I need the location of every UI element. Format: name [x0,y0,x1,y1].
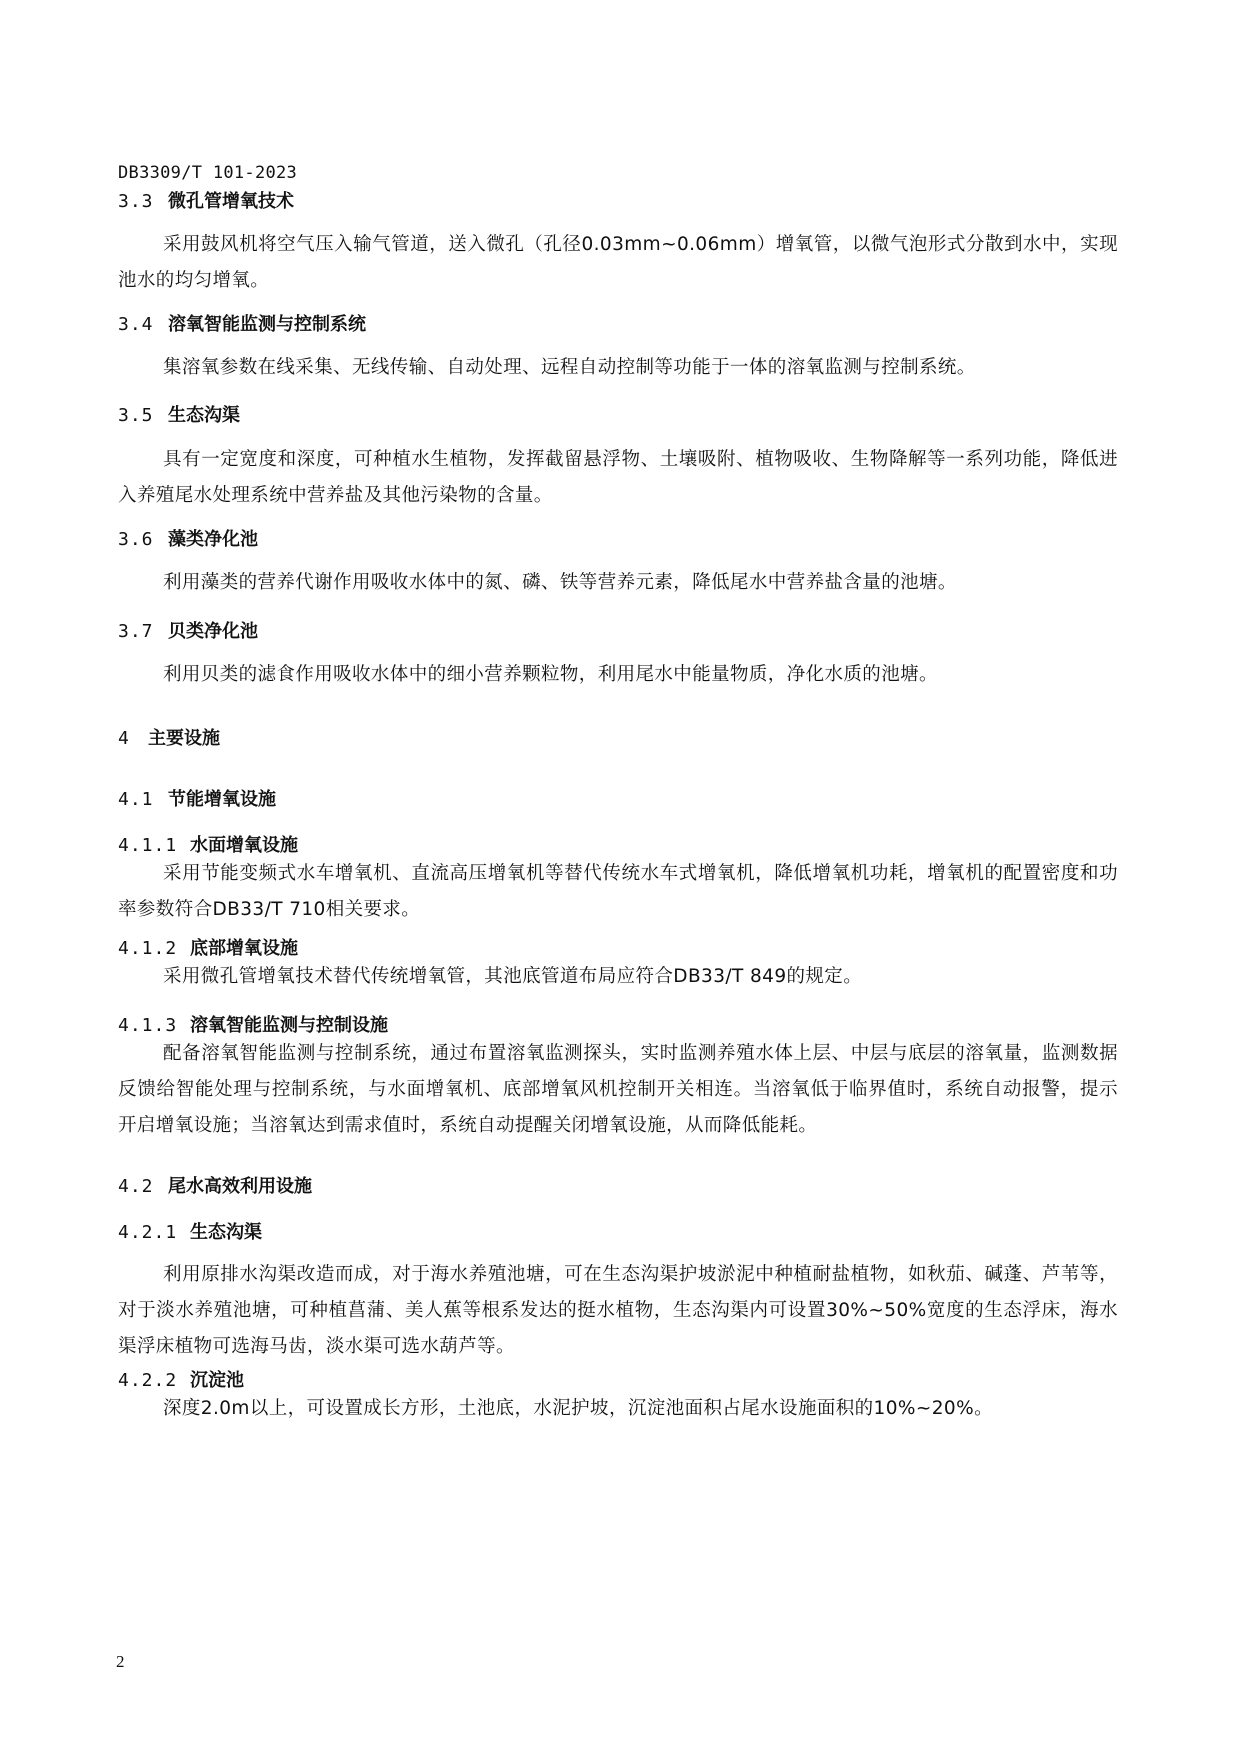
section-title: 溶氧智能监测与控制系统 [168,314,366,335]
paragraph-4-1-1: 采用节能变频式水车增氧机、直流高压增氧机等替代传统水车式增氧机，降低增氧机功耗，增氧机的配置密度和功率参数符合DB33/T 710相关要求。 [118,863,1118,920]
paragraph-3-4: 集溶氧参数在线采集、无线传输、自动处理、远程自动控制等功能于一体的溶氧监测与控制系统。 [163,357,976,378]
section-number: 4.1.2 [118,938,178,959]
section-title: 节能增氧设施 [168,789,276,810]
section-title: 沉淀池 [190,1370,244,1391]
section-number: 4 [118,728,130,749]
section-number: 3.6 [118,529,154,550]
section-title: 溶氧智能监测与控制设施 [190,1015,388,1036]
section-number: 4.2.1 [118,1222,178,1243]
section-title: 藻类净化池 [168,529,258,550]
section-number: 3.3 [118,191,154,212]
paragraph-3-6: 利用藻类的营养代谢作用吸收水体中的氮、磷、铁等营养元素，降低尾水中营养盐含量的池塘。 [163,572,957,593]
section-title: 主要设施 [148,728,220,749]
section-title: 尾水高效利用设施 [168,1176,312,1197]
paragraph-4-2-2: 深度2.0m以上，可设置成长方形，土池底，水泥护坡，沉淀池面积占尾水设施面积的10%~20%。 [163,1398,993,1419]
section-heading-4-2-1 [118,1219,1118,1247]
section-heading-4-1 [118,786,1118,814]
section-heading-3-6 [118,526,1118,554]
page-number: 2 [116,1652,125,1671]
section-title: 贝类净化池 [168,621,258,642]
section-number: 4.2.2 [118,1370,178,1391]
section-number: 4.2 [118,1176,154,1197]
section-heading-3-4 [118,311,1118,339]
paragraph-3-3: 采用鼓风机将空气压入输气管道，送入微孔（孔径0.03mm~0.06mm）增氧管，以微气泡形式分散到水中，实现池水的均匀增氧。 [118,234,1118,291]
section-heading-3-5 [118,402,1118,430]
section-number: 3.5 [118,405,154,426]
section-heading-3-7 [118,618,1118,646]
section-number: 4.1.1 [118,835,178,856]
section-number: 3.7 [118,621,154,642]
section-title: 生态沟渠 [190,1222,262,1243]
section-title: 生态沟渠 [168,405,240,426]
section-heading-4 [118,725,1118,753]
section-number: 4.1 [118,789,154,810]
section-title: 水面增氧设施 [190,835,298,856]
section-number: 3.4 [118,314,154,335]
document-code: DB3309/T 101-2023 [118,163,298,183]
section-title: 底部增氧设施 [190,938,298,959]
paragraph-4-1-2: 采用微孔管增氧技术替代传统增氧管，其池底管道布局应符合DB33/T 849的规定。 [163,966,863,987]
section-heading-3-3 [118,188,1118,216]
section-heading-4-2 [118,1173,1118,1201]
paragraph-4-2-1: 利用原排水沟渠改造而成，对于海水养殖池塘，可在生态沟渠护坡淤泥中种植耐盐植物，如秋茄、碱蓬、芦苇等，对于淡水养殖池塘，可种植菖蒲、美人蕉等根系发达的挺水植物，生态沟渠内可设置30%~50%宽度的生态浮床，海水渠浮床植物可选海马齿，淡水渠可选水葫芦等。 [118,1264,1118,1357]
paragraph-4-1-3: 配备溶氧智能监测与控制系统，通过布置溶氧监测探头，实时监测养殖水体上层、中层与底层的溶氧量，监测数据反馈给智能处理与控制系统，与水面增氧机、底部增氧风机控制开关相连。当溶氧低于临界值时，系统自动报警，提示开启增氧设施；当溶氧达到需求值时，系统自动提醒关闭增氧设施，从而降低能耗。 [118,1043,1118,1136]
paragraph-3-5: 具有一定宽度和深度，可种植水生植物，发挥截留悬浮物、土壤吸附、植物吸收、生物降解等一系列功能，降低进入养殖尾水处理系统中营养盐及其他污染物的含量。 [118,449,1118,506]
section-number: 4.1.3 [118,1015,178,1036]
paragraph-3-7: 利用贝类的滤食作用吸收水体中的细小营养颗粒物，利用尾水中能量物质，净化水质的池塘。 [163,664,938,685]
section-title: 微孔管增氧技术 [168,191,294,212]
